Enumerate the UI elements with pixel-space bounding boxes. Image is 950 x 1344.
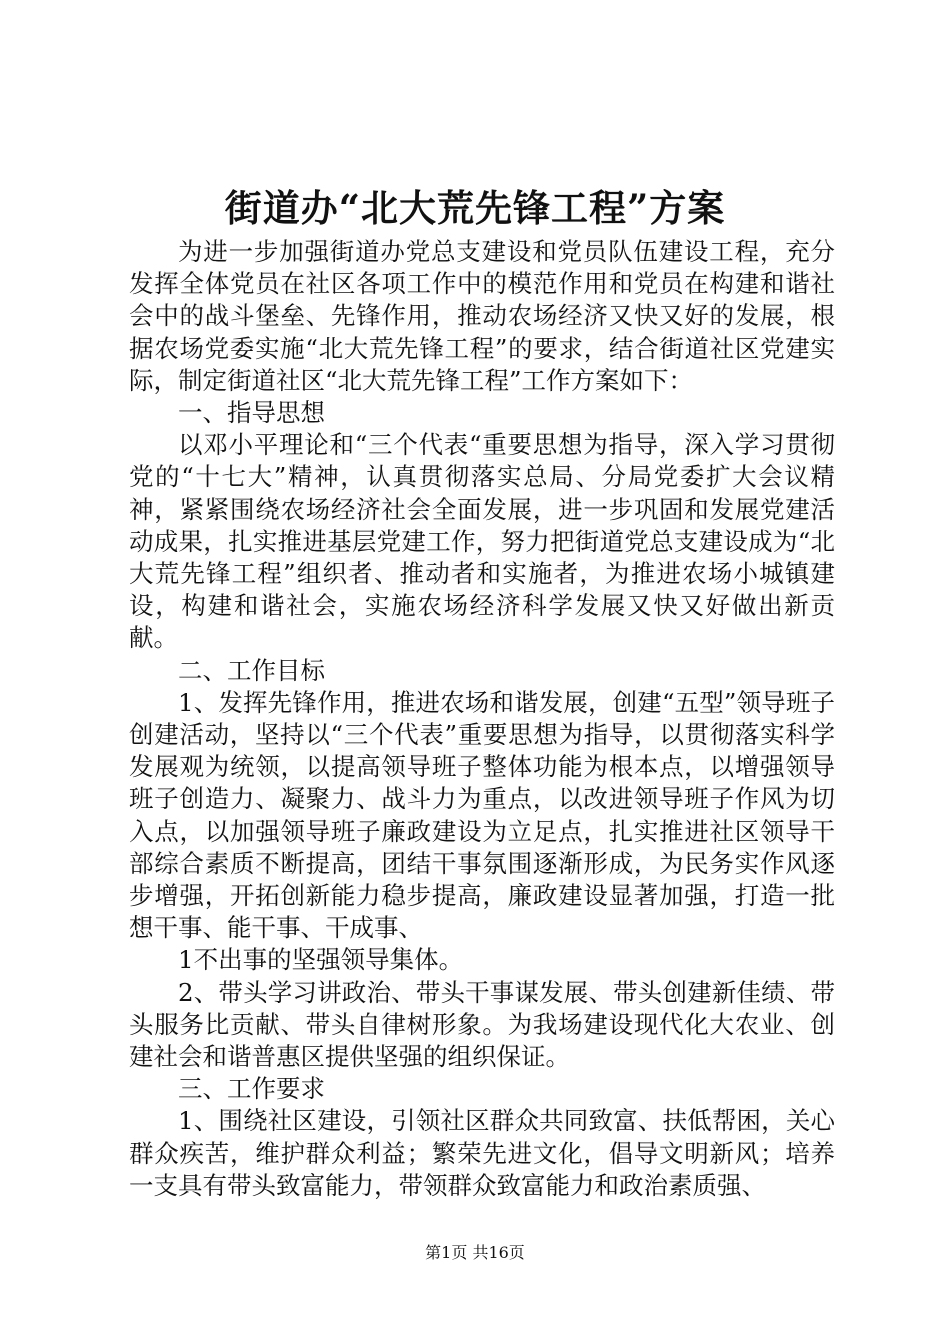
- document-body: [129, 236, 835, 1202]
- work-requirement-1-paragraph: 1、围绕社区建设，引领社区群众共同致富、扶低帮困，关心群众疾苦，维护群众利益；繁荣先进文化，倡导文明新风；培养一支具有带头致富能力，带领群众致富能力和政治素质强、: [129, 1106, 835, 1200]
- section-heading-guiding-ideology: 一、指导思想: [178, 398, 325, 428]
- section-heading-work-goals: 二、工作目标: [178, 655, 325, 685]
- guiding-ideology-paragraph: 以邓小平理论和“三个代表“重要思想为指导，深入学习贯彻党的“十七大”精神，认真贯彻落实总局、分局党委扩大会议精神，紧紧围绕农场经济社会全面发展，进一步巩固和发展党建活动成果，扎实推进基层党建工作，努力把街道党总支建设成为“北大荒先锋工程”组织者、推动者和实施者，为推进农场小城镇建设，构建和谐社会，实施农场经济科学发展又快又好做出新贡献。: [129, 430, 835, 653]
- document-title: 街道办“北大荒先锋工程”方案: [224, 186, 726, 230]
- intro-paragraph: 为进一步加强街道办党总支建设和党员队伍建设工程，充分发挥全体党员在社区各项工作中的模范作用和党员在构建和谐社会中的战斗堡垒、先锋作用，推动农场经济又快又好的发展，根据农场党委实施“北大荒先锋工程”的要求，结合街道社区党建实际，制定街道社区“北大荒先锋工程”工作方案如下：: [129, 237, 835, 395]
- section-heading-work-requirements: 三、工作要求: [178, 1074, 325, 1104]
- work-goal-2-paragraph: 2、带头学习讲政治、带头干事谋发展、带头创建新佳绩、带头服务比贡献、带头自律树形象。为我场建设现代化大农业、创建社会和谐普惠区提供坚强的组织保证。: [129, 977, 835, 1072]
- work-goal-1-paragraph: 1、发挥先锋作用，推进农场和谐发展，创建“五型”领导班子创建活动，坚持以“三个代表”重要思想为指导，以贯彻落实科学发展观为统领，以提高领导班子整体功能为根本点，以增强领导班子创造力、凝聚力、战斗力为重点，以改进领导班子作风为切入点，以加强领导班子廉政建设为立足点，扎实推进社区领导干部综合素质不断提高，团结干事氛围逐渐形成，为民务实作风逐步增强，开拓创新能力稳步提高，廉政建设显著加强，打造一批想干事、能干事、干成事、: [129, 687, 835, 943]
- work-goal-1-continuation: 1不出事的坚强领导集体。: [178, 945, 464, 975]
- page-footer: 第1页 共16页: [425, 1243, 525, 1262]
